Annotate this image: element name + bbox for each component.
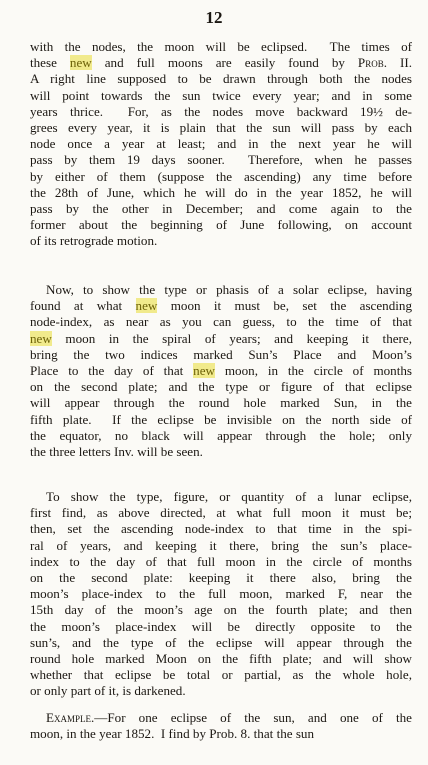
text-segment: on the second plate: keeping it there also, bring the <box>30 570 412 586</box>
text-segment: first find, as above directed, at what full moon it must be; <box>30 505 412 521</box>
text-segment: of its retrograde motion. <box>30 233 158 249</box>
text-line <box>30 233 412 249</box>
text-segment: or only part of it, is darkened. <box>30 683 186 699</box>
text-line <box>30 412 412 428</box>
text-segment: with the nodes, the moon will be eclipsed. The times of <box>30 39 412 54</box>
text-segment: moon’s place-index to the full moon, marked F, near the <box>30 586 412 602</box>
text-line <box>30 538 412 554</box>
text-line <box>30 710 412 726</box>
text-segment: and full moons are easily found by <box>91 55 358 71</box>
text-line <box>30 363 412 379</box>
text-segment: found at what <box>30 298 136 314</box>
text-segment: Prob. <box>357 55 387 71</box>
text-segment: years thrice. For, as the nodes move backward 19½ de- <box>30 103 412 119</box>
text-line <box>30 602 412 618</box>
text-segment: these <box>30 55 70 71</box>
text-segment: bring the two indices marked Sun’s Place and Moon’s <box>30 346 412 362</box>
text-line <box>30 314 412 330</box>
text-line <box>30 667 412 683</box>
highlighted-word: new <box>30 330 52 346</box>
text-line <box>30 217 412 233</box>
text-line <box>30 71 412 87</box>
text-line <box>30 635 412 651</box>
text-line <box>30 88 412 104</box>
text-segment: the 28th of June, which he will do in the year 1852, he will <box>30 184 412 200</box>
text-line <box>30 683 412 699</box>
paragraph <box>30 710 412 742</box>
text-segment: whether that eclipse be total or partial, as the whole hole, <box>30 667 412 683</box>
text-line <box>30 201 412 217</box>
text-segment: Now, to show the type or phasis of a solar eclipse, having <box>46 282 412 297</box>
text-line <box>30 136 412 152</box>
text-segment: by either of them (suppose the ascending) any time before <box>30 168 412 184</box>
text-segment: the moon’s place-index will be directly opposite to the <box>30 618 412 634</box>
text-line <box>30 505 412 521</box>
text-line <box>30 152 412 168</box>
text-line <box>30 298 412 314</box>
text-segment: moon in the spiral of years; and keeping it there, <box>51 330 412 346</box>
text-segment: the equator, no black will appear through the hole; only <box>30 427 412 443</box>
text-line <box>30 39 412 55</box>
text-segment: moon, in the year 1852. I find by Prob. 8. that the sun <box>30 726 315 742</box>
text-segment: node-index, as near as you can guess, to the time of that <box>30 314 412 330</box>
text-segment: 15th day of the moon’s age on the fourth plate; and then <box>30 602 412 618</box>
text-segment: node once a year at least; and in the next year he will <box>30 136 412 152</box>
text-segment: moon it must be, set the ascending <box>157 298 412 314</box>
text-segment: index to the day of that full moon in the circle of months <box>30 553 412 569</box>
text-segment: on the second plate; and the type or figure of that eclipse <box>30 379 412 395</box>
text-line <box>30 586 412 602</box>
text-segment: To show the type, figure, or quantity of a lunar eclipse, <box>46 489 412 504</box>
text-segment: will appear through the round hole marked Sun, in the <box>30 395 412 411</box>
text-line <box>30 570 412 586</box>
text-segment: A right line supposed to be drawn through both the nodes <box>30 71 412 87</box>
text-line <box>30 55 412 71</box>
paragraph <box>30 282 412 460</box>
text-segment: ral of years, and keeping it there, bring the sun’s place- <box>30 537 412 553</box>
highlighted-word: new <box>69 55 92 71</box>
page-number: 12 <box>205 8 223 27</box>
text-line <box>30 444 412 460</box>
text-segment: then, set the ascending node-index to that time in the spi- <box>30 521 412 537</box>
text-segment: —For one eclipse of the sun, and one of the <box>94 710 412 725</box>
text-line <box>30 619 412 635</box>
text-segment: moon, in the circle of months <box>215 363 412 379</box>
text-line <box>30 347 412 363</box>
text-line <box>30 282 412 298</box>
text-segment: will point towards the sun twice every year; and in some <box>30 87 412 103</box>
text-segment: former about the beginning of June following, on account <box>30 217 412 233</box>
text-line <box>30 104 412 120</box>
text-line <box>30 120 412 136</box>
text-segment: sun’s, and the type of the eclipse will appear through the <box>30 634 412 650</box>
text-line <box>30 726 412 742</box>
text-segment: Example. <box>46 710 95 725</box>
text-segment: the three letters Inv. will be seen. <box>30 444 203 460</box>
text-segment: II. <box>386 55 412 71</box>
text-line <box>30 185 412 201</box>
paragraph <box>30 39 412 250</box>
text-line <box>30 428 412 444</box>
text-line <box>30 395 412 411</box>
paragraph <box>30 489 412 700</box>
text-segment: grees every year, it is plain that the sun will pass by each <box>30 120 412 136</box>
text-segment: pass by them 19 days sooner. Therefore, when he passes <box>30 152 412 168</box>
text-segment: fifth plate. If the eclipse be invisible on the north side of <box>30 411 412 427</box>
text-line <box>30 331 412 347</box>
text-line <box>30 651 412 667</box>
text-segment: pass by the other in December; and come again to the <box>30 201 412 217</box>
text-line <box>30 489 412 505</box>
highlighted-word: new <box>193 363 215 379</box>
highlighted-word: new <box>135 298 158 314</box>
text-segment: round hole marked Moon on the fifth plate; and will show <box>30 651 412 667</box>
text-line <box>30 379 412 395</box>
text-segment: Place to the day of that <box>30 363 194 379</box>
text-line <box>30 554 412 570</box>
text-line <box>30 521 412 537</box>
text-line <box>30 169 412 185</box>
